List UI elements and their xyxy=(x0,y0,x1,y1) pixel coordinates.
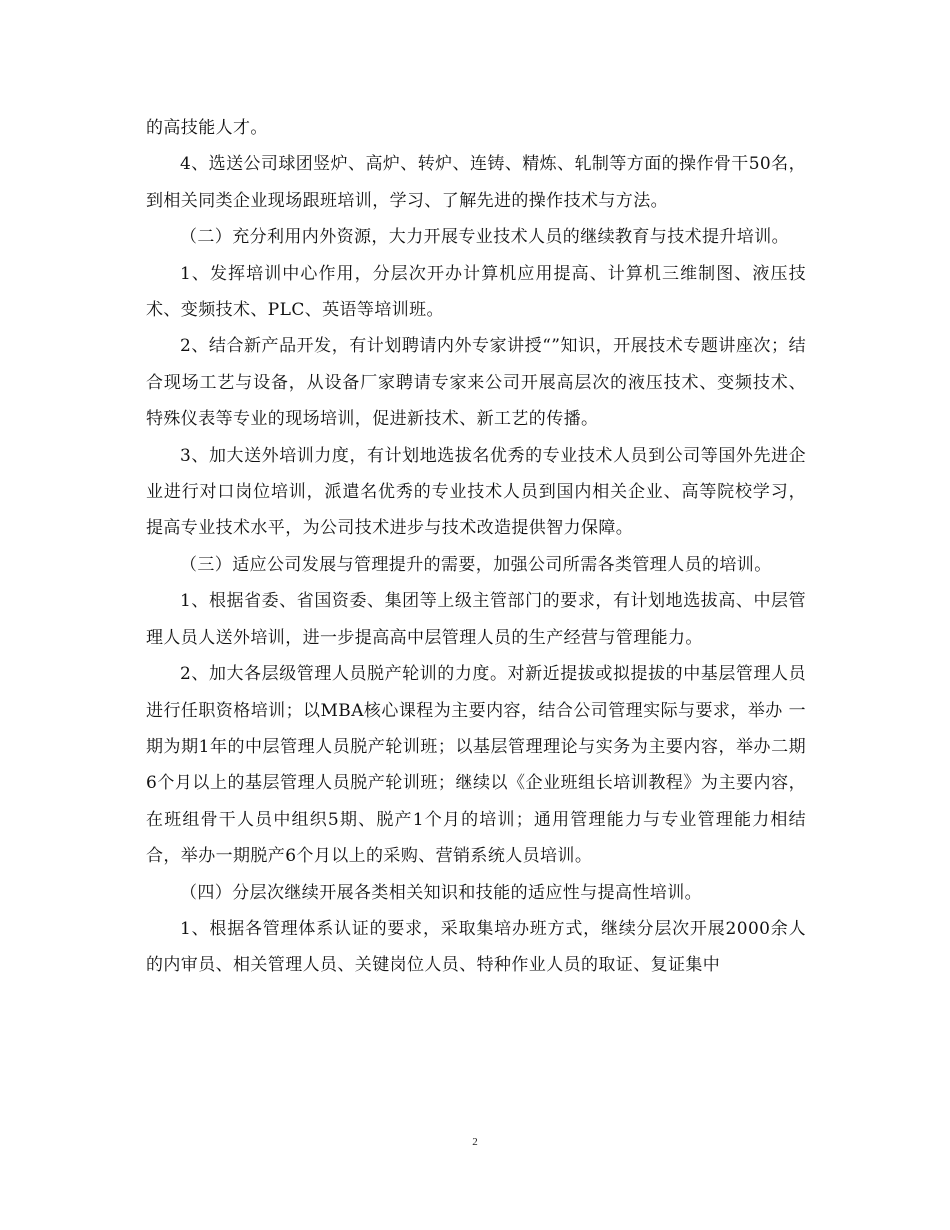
page-number: 2 xyxy=(472,1136,478,1148)
paragraph-training-center: 1、发挥培训中心作用，分层次开办计算机应用提高、计算机三维制图、液压技术、变频技术、PLC、英语等培训班。 xyxy=(146,263,806,321)
section-heading-2: （二）充分利用内外资源，大力开展专业技术人员的继续教育与技术提升培训。 xyxy=(180,227,789,248)
paragraph-continuation: 的高技能人才。 xyxy=(146,118,268,138)
paragraph-external-training: 3、加大送外培训力度，有计划地选拔名优秀的专业技术人员到公司等国外先进企业进行对口岗位培训，派遣名优秀的专业技术人员到国内相关企业、高等院校学习，提高专业技术水平，为公司技术进步与技术改造提供智力保障。 xyxy=(146,445,806,539)
paragraph-manager-rotation: 2、加大各层级管理人员脱产轮训的力度。对新近提拔或拟提拔的中基层管理人员进行任职资格培训；以MBA核心课程为主要内容，结合公司管理实际与要求，举办 一期为期1年的中层管理人员脱产轮训班；以基层管理理论与实务为主要内容，举办二期6个月以上的基层管理人员脱产轮训班；继续以《企业班组长培训教程》为主要内容，在班组骨干人员中组织5期、脱产1个月的培训；通用管理能力与专业管理能力相结合，举办一期脱产6个月以上的采购、营销系统人员培训。 xyxy=(146,664,806,867)
paragraph-certification: 1、根据各管理体系认证的要求，采取集培办班方式，继续分层次开展2000余人的内审员、相关管理人员、关键岗位人员、特种作业人员的取证、复证集中 xyxy=(146,918,806,976)
paragraph-senior-managers: 1、根据省委、省国资委、集团等上级主管部门的要求，有计划地选拔高、中层管理人员人送外培训，进一步提高高中层管理人员的生产经营与管理能力。 xyxy=(146,591,806,648)
section-heading-4: （四）分层次继续开展各类相关知识和技能的适应性与提高性培训。 xyxy=(180,882,702,903)
paragraph-new-products: 2、结合新产品开发，有计划聘请内外专家讲授“”知识，开展技术专题讲座次；结合现场工艺与设备，从设备厂家聘请专家来公司开展高层次的液压技术、变频技术、特殊仪表等专业的现场培训，促进新技术、新工艺的传播。 xyxy=(146,336,806,430)
section-heading-3: （三）适应公司发展与管理提升的需要，加强公司所需各类管理人员的培训。 xyxy=(180,554,772,575)
document-body xyxy=(146,110,806,984)
paragraph-item-4-operators: 4、选送公司球团竖炉、高炉、转炉、连铸、精炼、轧制等方面的操作骨干50名，到相关同类企业现场跟班培训，学习、了解先进的操作技术与方法。 xyxy=(146,154,806,211)
